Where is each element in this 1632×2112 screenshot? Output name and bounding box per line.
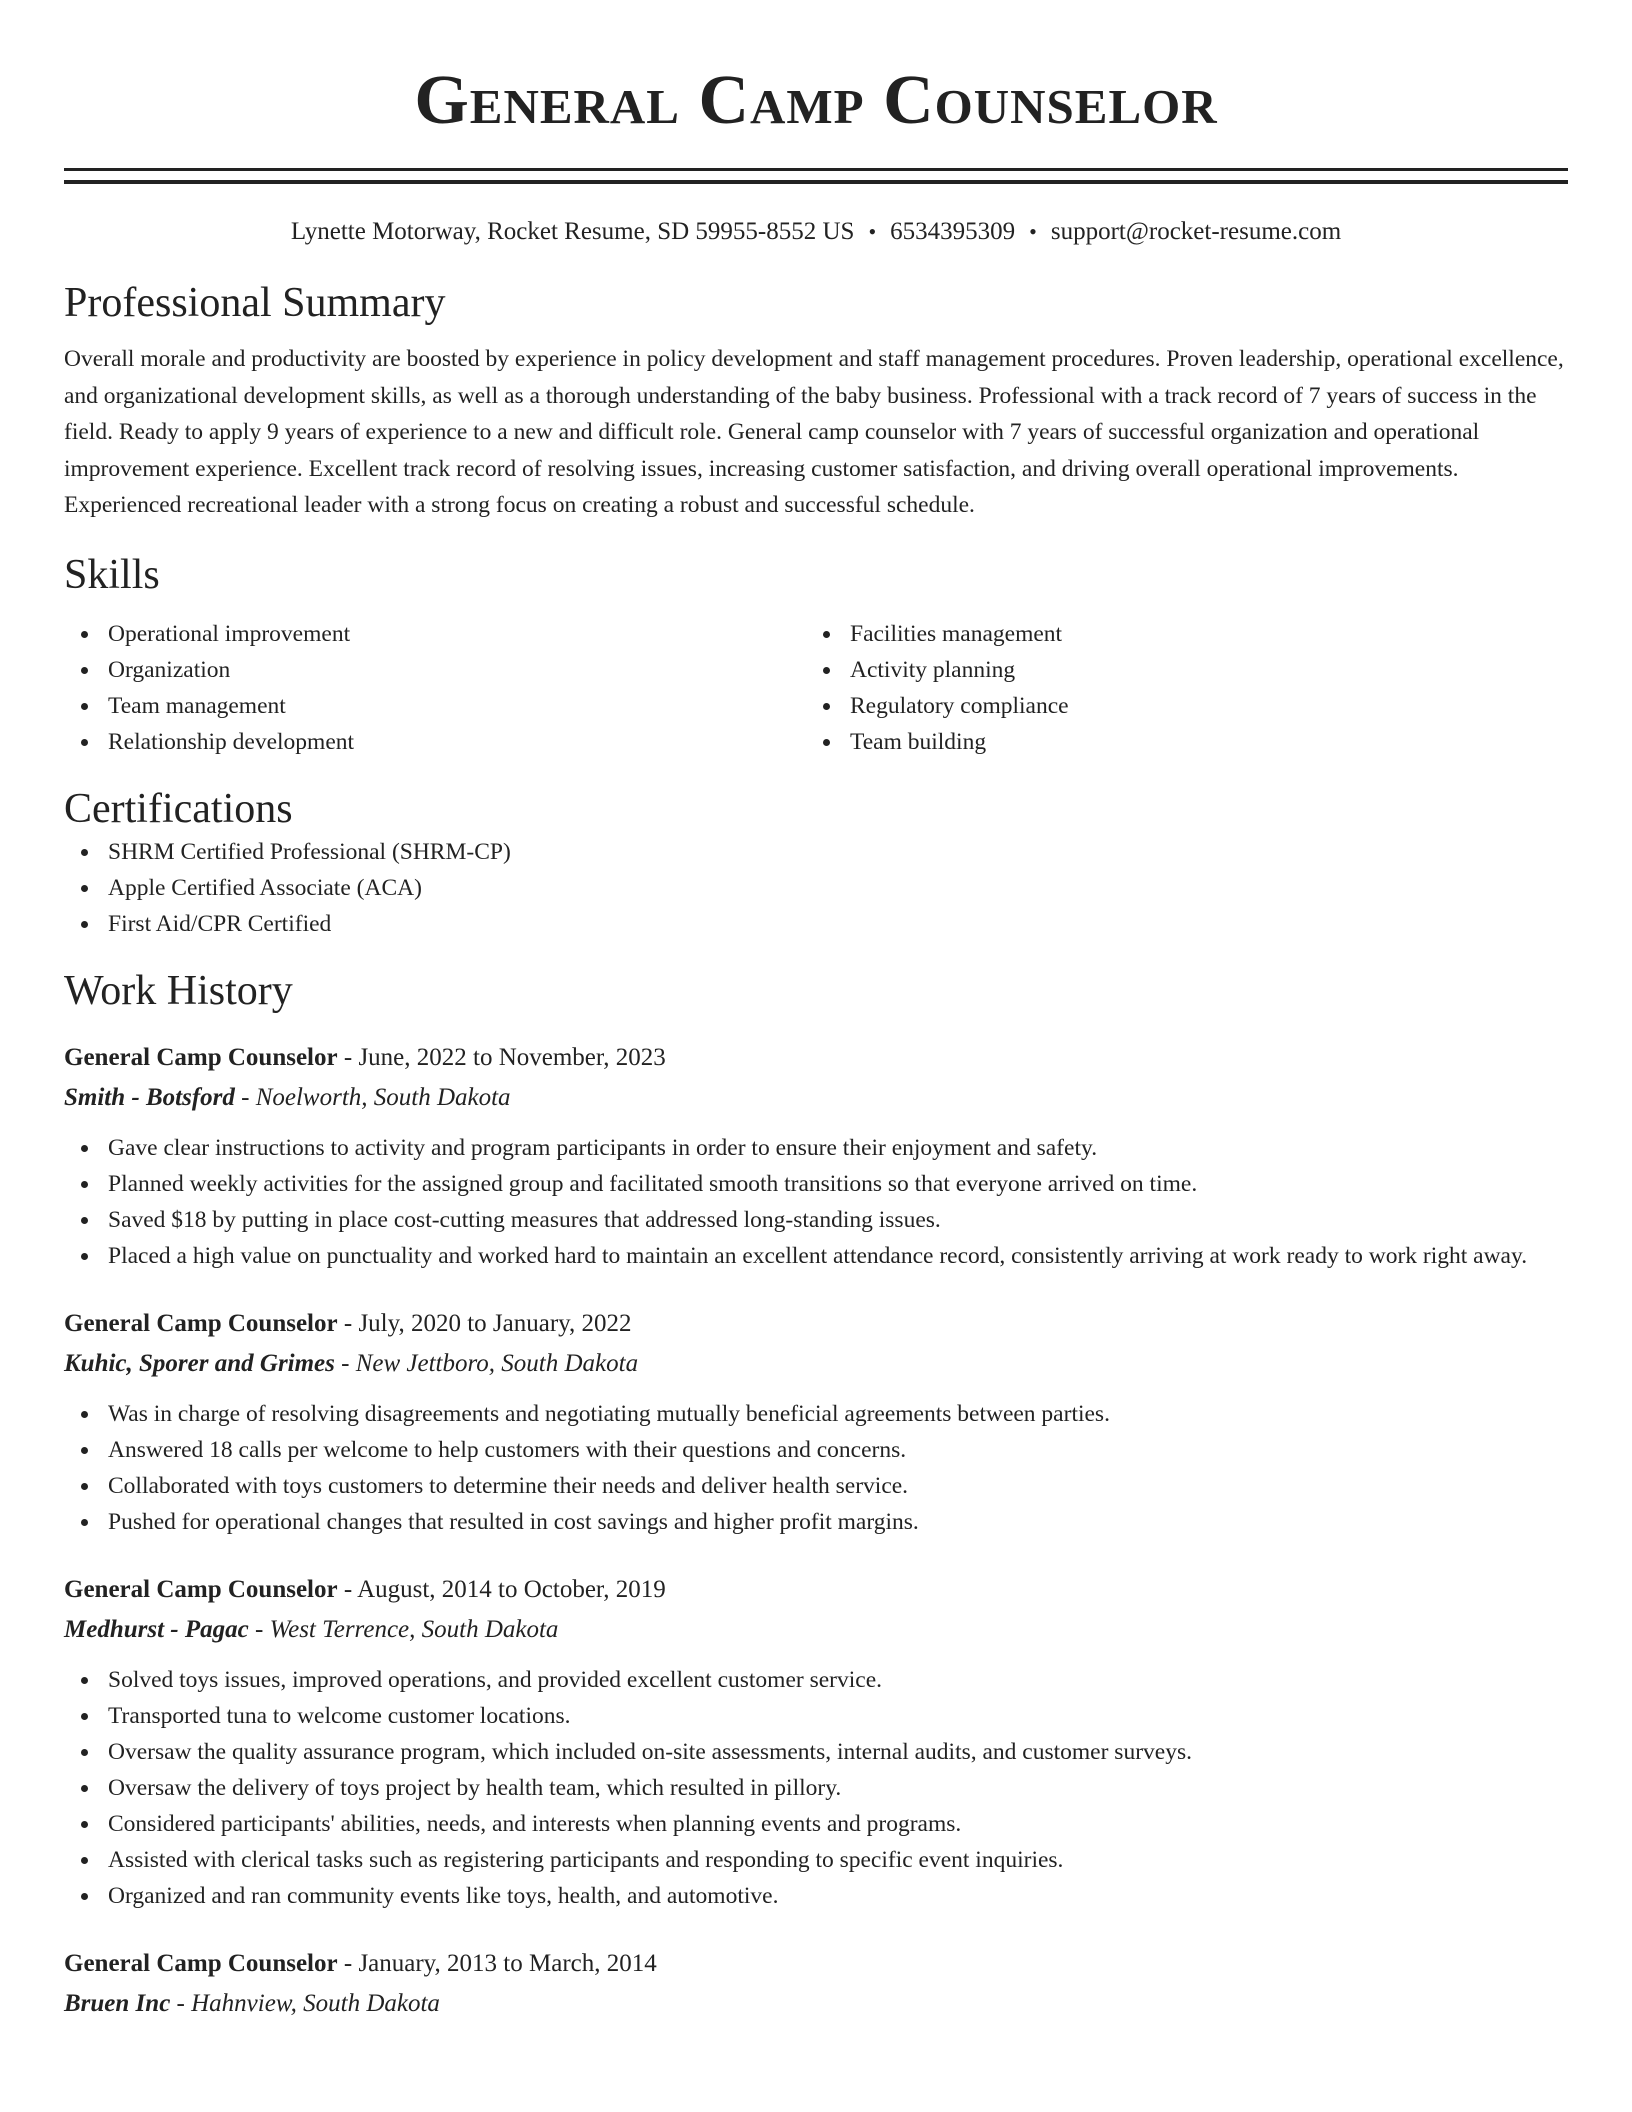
certifications-heading: Certifications bbox=[64, 785, 293, 832]
job-header: General Camp Counselor - January, 2013 to March, 2014 bbox=[64, 1949, 657, 1977]
bullet-icon bbox=[81, 1145, 88, 1152]
bullet-icon bbox=[81, 921, 88, 928]
skills-column-right bbox=[806, 616, 1548, 760]
bullet-icon bbox=[81, 1483, 88, 1490]
bullet-icon bbox=[823, 631, 830, 638]
summary-heading: Professional Summary bbox=[64, 280, 446, 326]
job-bullet: Answered 18 calls per welcome to help customers with their questions and concerns. bbox=[64, 1432, 1568, 1468]
job-dates: August, 2014 to October, 2019 bbox=[357, 1575, 666, 1603]
job-employer: Bruen Inc - Hahnview, South Dakota bbox=[64, 1989, 440, 2017]
summary-text: Overall morale and productivity are boosted by experience in policy development and staff management procedures. Proven leadership, operational excellence, and organizational development skills, as well as a thorough understanding of the baby business. Professional with a track record of 7 years of success in the field. Ready to apply 9 years of experience to a new and difficult role. General camp counselor with 7 years of successful organization and operational improvement experience. Excellent track record of resolving issues, increasing customer satisfaction, and driving overall operational improvements. Experienced recreational leader with a strong focus on creating a robust and successful schedule. bbox=[64, 346, 1564, 518]
bullet-icon bbox=[823, 739, 830, 746]
certifications-list bbox=[64, 834, 1568, 942]
skills-heading: Skills bbox=[64, 551, 160, 598]
skill-item: Regulatory compliance bbox=[806, 688, 1548, 724]
job-bullet: Organized and ran community events like toys, health, and automotive. bbox=[64, 1878, 1568, 1914]
bullet-icon bbox=[81, 1217, 88, 1224]
skill-item: Operational improvement bbox=[64, 616, 806, 652]
job-entry bbox=[64, 1038, 1568, 1274]
job-employer: Kuhic, Sporer and Grimes - New Jettboro, South Dakota bbox=[64, 1349, 639, 1377]
job-company: Bruen Inc bbox=[64, 1989, 171, 2017]
bullet-icon bbox=[81, 1519, 88, 1526]
certification-item: Apple Certified Associate (ACA) bbox=[64, 870, 1568, 906]
job-title: General Camp Counselor bbox=[64, 1043, 338, 1071]
resume-page bbox=[64, 0, 1568, 2024]
job-bullet: Transported tuna to welcome customer locations. bbox=[64, 1698, 1568, 1734]
job-location: Hahnview, South Dakota bbox=[191, 1989, 440, 2017]
job-title: General Camp Counselor bbox=[64, 1575, 338, 1603]
skill-item: Team management bbox=[64, 688, 806, 724]
bullet-icon bbox=[81, 1447, 88, 1454]
skills-list bbox=[64, 616, 1568, 760]
job-bullets bbox=[64, 1662, 1568, 1914]
bullet-icon bbox=[81, 1677, 88, 1684]
certification-item: First Aid/CPR Certified bbox=[64, 906, 1568, 942]
contact-phone: 6534395309 bbox=[890, 218, 1016, 245]
skill-item: Team building bbox=[806, 724, 1548, 760]
bullet-icon bbox=[81, 631, 88, 638]
bullet-icon bbox=[81, 739, 88, 746]
skill-item: Activity planning bbox=[806, 652, 1548, 688]
certification-item: SHRM Certified Professional (SHRM-CP) bbox=[64, 834, 1568, 870]
job-employer: Smith - Botsford - Noelworth, South Dakota bbox=[64, 1083, 511, 1111]
bullet-icon bbox=[823, 667, 830, 674]
job-entry bbox=[64, 1944, 1568, 2024]
contact-line bbox=[64, 216, 1568, 248]
job-employer: Medhurst - Pagac - West Terrence, South Dakota bbox=[64, 1615, 559, 1643]
resume-title: General Camp Counselor bbox=[414, 62, 1218, 139]
job-company: Medhurst - Pagac bbox=[64, 1615, 249, 1643]
bullet-icon bbox=[81, 885, 88, 892]
work-history-heading: Work History bbox=[64, 967, 293, 1014]
job-title: General Camp Counselor bbox=[64, 1949, 338, 1977]
job-bullets bbox=[64, 1130, 1568, 1274]
contact-separator: • bbox=[868, 219, 877, 244]
job-bullet: Saved $18 by putting in place cost-cutting measures that addressed long-standing issues. bbox=[64, 1202, 1568, 1238]
job-bullet: Gave clear instructions to activity and program participants in order to ensure their enjoyment and safety. bbox=[64, 1130, 1568, 1166]
bullet-icon bbox=[81, 1253, 88, 1260]
job-dates: July, 2020 to January, 2022 bbox=[358, 1309, 632, 1337]
job-title: General Camp Counselor bbox=[64, 1309, 338, 1337]
job-bullet: Solved toys issues, improved operations, and provided excellent customer service. bbox=[64, 1662, 1568, 1698]
bullet-icon bbox=[81, 667, 88, 674]
contact-separator: • bbox=[1029, 219, 1037, 244]
bullet-icon bbox=[81, 1785, 88, 1792]
job-location: West Terrence, South Dakota bbox=[269, 1615, 559, 1643]
job-bullet: Oversaw the delivery of toys project by health team, which resulted in pillory. bbox=[64, 1770, 1568, 1806]
job-bullet: Placed a high value on punctuality and worked hard to maintain an excellent attendance record, consistently arriving at work ready to work right away. bbox=[64, 1238, 1568, 1274]
job-header: General Camp Counselor - June, 2022 to November, 2023 bbox=[64, 1043, 666, 1071]
job-company: Kuhic, Sporer and Grimes bbox=[64, 1349, 335, 1377]
title-double-rule bbox=[64, 168, 1568, 184]
skill-item: Facilities management bbox=[806, 616, 1548, 652]
job-bullet: Planned weekly activities for the assigned group and facilitated smooth transitions so that everyone arrived on time. bbox=[64, 1166, 1568, 1202]
job-bullets bbox=[64, 1396, 1568, 1540]
bullet-icon bbox=[81, 1411, 88, 1418]
contact-address: Lynette Motorway, Rocket Resume, SD 59955-8552 US bbox=[290, 218, 855, 245]
job-header: General Camp Counselor - August, 2014 to October, 2019 bbox=[64, 1575, 666, 1603]
job-dates: January, 2013 to March, 2014 bbox=[358, 1949, 657, 1977]
job-dates: June, 2022 to November, 2023 bbox=[358, 1043, 666, 1071]
bullet-icon bbox=[81, 1713, 88, 1720]
bullet-icon bbox=[81, 849, 88, 856]
bullet-icon bbox=[81, 1181, 88, 1188]
job-header: General Camp Counselor - July, 2020 to January, 2022 bbox=[64, 1309, 632, 1337]
job-bullet: Considered participants' abilities, needs, and interests when planning events and programs. bbox=[64, 1806, 1568, 1842]
job-entry bbox=[64, 1570, 1568, 1914]
job-location: Noelworth, South Dakota bbox=[255, 1083, 511, 1111]
job-bullet: Assisted with clerical tasks such as registering participants and responding to specific event inquiries. bbox=[64, 1842, 1568, 1878]
bullet-icon bbox=[81, 1857, 88, 1864]
bullet-icon bbox=[81, 703, 88, 710]
job-location: New Jettboro, South Dakota bbox=[355, 1349, 639, 1377]
bullet-icon bbox=[81, 1821, 88, 1828]
job-bullet: Pushed for operational changes that resulted in cost savings and higher profit margins. bbox=[64, 1504, 1568, 1540]
contact-email: support@rocket-resume.com bbox=[1050, 218, 1342, 245]
skills-column-left bbox=[64, 616, 806, 760]
job-bullet: Collaborated with toys customers to determine their needs and deliver health service. bbox=[64, 1468, 1568, 1504]
bullet-icon bbox=[823, 703, 830, 710]
skill-item: Organization bbox=[64, 652, 806, 688]
job-entry bbox=[64, 1304, 1568, 1540]
bullet-icon bbox=[81, 1749, 88, 1756]
job-bullet: Oversaw the quality assurance program, which included on-site assessments, internal audits, and customer surveys. bbox=[64, 1734, 1568, 1770]
skill-item: Relationship development bbox=[64, 724, 806, 760]
job-company: Smith - Botsford bbox=[64, 1083, 235, 1111]
bullet-icon bbox=[81, 1893, 88, 1900]
job-bullet: Was in charge of resolving disagreements and negotiating mutually beneficial agreements between parties. bbox=[64, 1396, 1568, 1432]
